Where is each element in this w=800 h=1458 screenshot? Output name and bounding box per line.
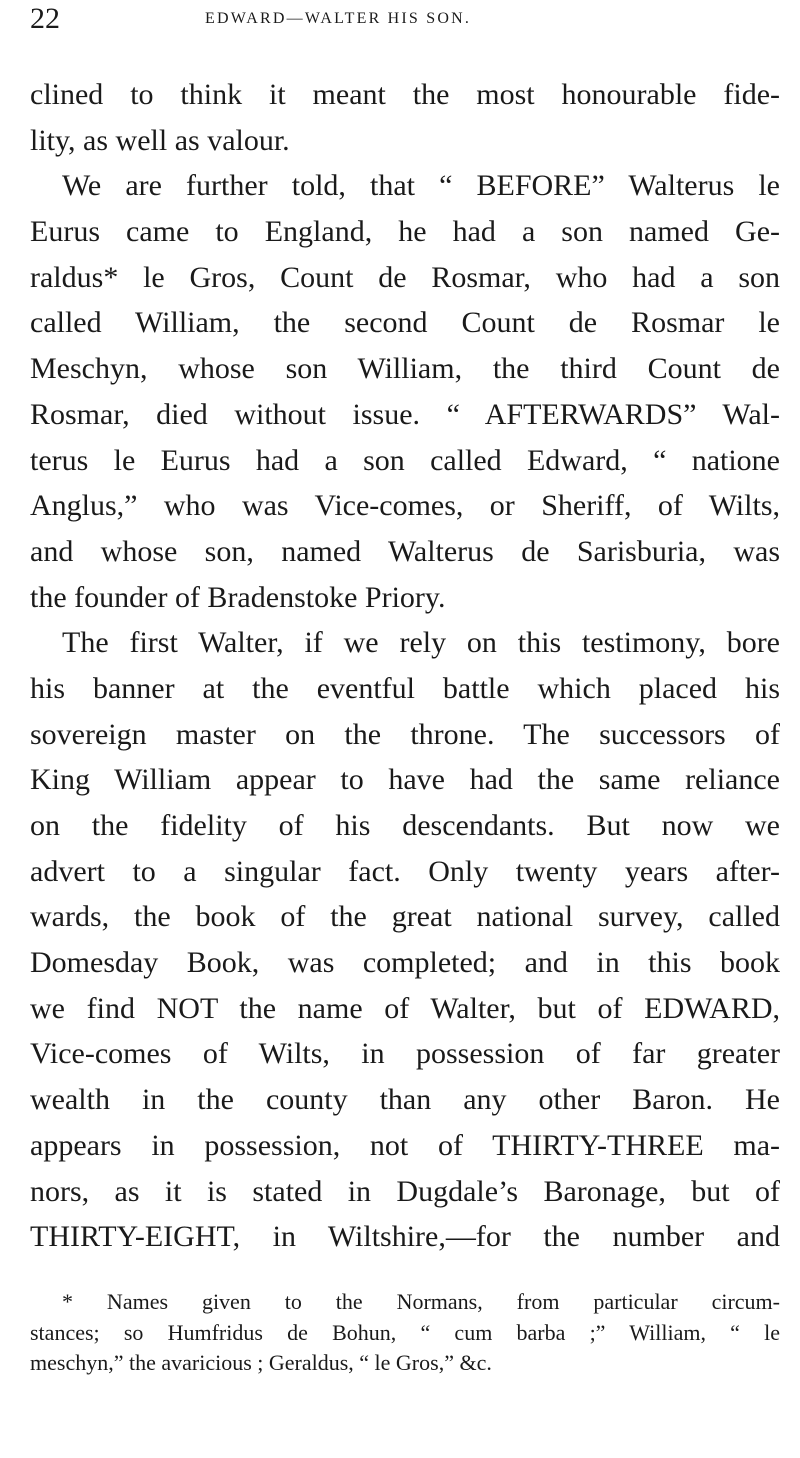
- text-line: Eurus came to England, he had a son named Ge-: [30, 215, 780, 249]
- text-line: advert to a singular fact. Only twenty years after-: [30, 854, 780, 888]
- text-line: clined to think it meant the most honourable fide-: [30, 78, 780, 111]
- text-line: Vice-comes of Wilts, in possession of far greater: [30, 1037, 780, 1071]
- text-line: appears in possession, not of THIRTY-THREE ma-: [30, 1128, 780, 1162]
- footnote-line: stances; so Humfridus de Bohun, “ cum barba ;” William, “ le: [30, 1319, 780, 1345]
- text-line: THIRTY-EIGHT, in Wiltshire,—for the number and: [30, 1220, 780, 1254]
- text-line: sovereign master on the throne. The successors of: [30, 717, 780, 751]
- text-line: terus le Eurus had a son called Edward, “ natione: [30, 443, 780, 477]
- text-line: Anglus,” who was Vice-comes, or Sheriff, of Wilts,: [30, 489, 780, 523]
- text-line: and whose son, named Walterus de Sarisburia, was: [30, 534, 780, 568]
- text-line: called William, the second Count de Rosmar le: [30, 306, 780, 340]
- text-line: wealth in the county than any other Baron. He: [30, 1083, 780, 1117]
- running-title: EDWARD—WALTER HIS SON.: [205, 10, 472, 27]
- page-number: 22: [30, 2, 60, 35]
- footnote: [30, 1287, 780, 1379]
- text-line: we find NOT the name of Walter, but of EDWARD,: [30, 991, 780, 1025]
- footnote-line: meschyn,” the avaricious ; Geraldus, “ le Gros,” &c.: [30, 1350, 492, 1375]
- text-line: Rosmar, died without issue. “ AFTERWARDS” Wal-: [30, 397, 780, 431]
- text-line: lity, as well as valour.: [30, 123, 290, 157]
- text-line: raldus* le Gros, Count de Rosmar, who had a son: [30, 260, 780, 294]
- text-line: nors, as it is stated in Dugdale’s Baronage, but of: [30, 1174, 780, 1208]
- text-line: Meschyn, whose son William, the third Count de: [30, 352, 780, 386]
- text-line: the founder of Bradenstoke Priory.: [30, 580, 446, 614]
- text-line: wards, the book of the great national survey, called: [30, 900, 780, 934]
- text-line: The first Walter, if we rely on this testimony, bore: [62, 626, 780, 660]
- text-line: Domesday Book, was completed; and in this book: [30, 946, 780, 980]
- footnote-line: * Names given to the Normans, from particular circum-: [62, 1289, 780, 1314]
- body-text: [30, 72, 780, 1260]
- text-line: on the fidelity of his descendants. But now we: [30, 809, 780, 842]
- text-line: We are further told, that “ BEFORE” Walterus le: [62, 169, 780, 203]
- text-line: King William appear to have had the same reliance: [30, 763, 780, 797]
- text-line: his banner at the eventful battle which placed his: [30, 671, 780, 705]
